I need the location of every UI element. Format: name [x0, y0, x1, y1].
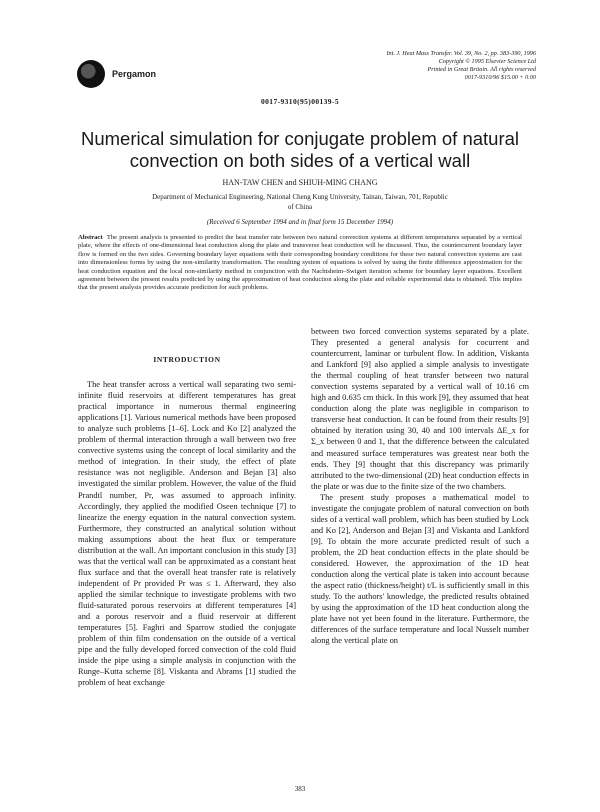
left-column	[78, 354, 296, 688]
journal-citation: Int. J. Heat Mass Transfer. Vol. 39, No. 2, pp. 383-390, 1996	[386, 50, 536, 57]
printed-line: Printed in Great Britain. All rights reserved	[427, 66, 536, 73]
author-affiliation: Department of Mechanical Engineering, National Cheng Kung University, Tainan, Taiwan, 701, Republic of China	[152, 193, 448, 211]
author-list: HAN-TAW CHEN and SHIUH-MING CHANG	[222, 178, 378, 187]
section-heading-introduction: INTRODUCTION	[153, 355, 221, 364]
paper-title: Numerical simulation for conjugate problem of natural convection on both sides of a vertical wall	[80, 128, 520, 171]
right-column	[311, 326, 529, 646]
abstract-text: The present analysis is presented to predict the heat transfer rate between two natural convection systems at different temperatures separated by a vertical plate, where the effects of one-dimensional heat conduction along the plate and transverse heat conduction will be discussed. Thus, the countercurrent boundary layer flow is formed on the two sides. Governing boundary layer equations with their corresponding boundary conditions for these two natural convection systems are cast into dimensionless forms by using the non-similarity transformation. The resulting system of equations is solved by using the finite difference approximation for the heat conduction equation and the local non-similarity method in conjunction with the Nachtsheim–Swigert iteration scheme for boundary layer equations. Excellent agreement between the present results predicted by using the approximation of heat conduction along the plate and reliable experimental data is obtained. This implies that the present analysis provides accurate prediction for such problems.	[78, 234, 523, 292]
received-dates: (Received 6 September 1994 and in final form 15 December 1994)	[206, 218, 394, 226]
intro-paragraph-1: The heat transfer across a vertical wall separating two semi-infinite fluid reservoirs at different temperatures has great practical importance in numerous thermal engineering applications [1]. Various numerical methods have been proposed to analyze such problems [1–6]. Lock and Ko [2] analyzed the problem of thermal interaction through a wall between two free convective systems using the concept of local similarity and the method of integration. In their study, the effect of plate resistance was not negligible. Anderson and Bejan [3] also investigated the similar problem. However, the value of the fluid Prandtl number, Pr, was assumed to approach infinity. Accordingly, they applied the modified Oseen technique [7] to linearize the energy equation in the natural convection system. Furthermore, they constructed an analytical solution without making assumptions about the heat flux or temperature distribution at the wall. An important conclusion in this study [3] was that the vertical wall can be approximated as a constant heat flux surface and that the overall heat transfer rate is relatively independent of Pr provided Pr was ≤ 1. Afterward, they also applied the similar technique to investigate problems with two fluid-saturated porous reservoirs at different temperatures [4] and a porous reservoir and a fluid reservoir at different temperatures [5]. Faghri and Sparrow studied the conjugate problem of thin film condensation on the outside of a vertical pipe and the fully developed forced convection of the cold fluid inside the pipe using a simple analysis in conjunction with the Runge–Kutta scheme [8]. Viskanta and Abrams [1] studied the problem of heat exchange	[78, 380, 296, 688]
abstract-label: Abstract	[78, 234, 103, 241]
publisher-logo	[77, 60, 156, 88]
issn-line: 0017-9310/96 $15.00 + 0.00	[464, 74, 536, 81]
article-identifier: 0017-9310(95)00139-5	[261, 97, 339, 106]
copyright-line: Copyright © 1995 Elsevier Science Ltd	[438, 58, 536, 65]
journal-info	[296, 50, 536, 82]
publisher-name: Pergamon	[112, 69, 157, 79]
pergamon-logo-icon	[77, 60, 105, 88]
intro-paragraph-continued: between two forced convection systems separated by a plate. They presented a general analysis for cocurrent and countercurrent, laminar or turbulent flow. In addition, Viskanta and Lankford [9] also applied a simple analysis to investigate the thermal coupling of heat transfer between two natural convection systems separated by a vertical wall of 10.16 cm high and 0.635 cm thick. In this work [9], they assumed that heat conduction along the plate was negligible in comparison to transverse heat conduction. It can be found from their results [9] obtained by iteration using 30, 40 and 100 intervals ΔE_x for Σ_x between 0 and 1, that the difference between the calculated and measured surface temperatures was greatest near both the ends. They [9] thought that this discrepancy was primarily attributed to the two-dimensional (2D) heat conduction effects in the plate or was due to the finite size of the two chambers.	[311, 327, 529, 491]
page-number: 383	[294, 785, 306, 793]
intro-paragraph-2: The present study proposes a mathematical model to investigate the conjugate problem of natural convection on both sides of a vertical wall problem, which has been studied by Lock and Ko [2], Anderson and Bejan [3] and Viskanta and Lankford [9]. To obtain the more accurate predicted result of such a problem, the 2D heat conduction effects in the plate should be considered. However, the approximation of the 1D heat conduction along the vertical plate is taken into account because the aspect ratio (thickness/height) t/L is sufficiently small in this study. To the authors' knowledge, the predicted results obtained by using the approximation of the 1D heat conduction along the plate have not yet been found in the literature. Furthermore, the differences of the surface temperature and local Nusselt number along the vertical plate on	[311, 492, 529, 646]
abstract	[78, 234, 522, 293]
